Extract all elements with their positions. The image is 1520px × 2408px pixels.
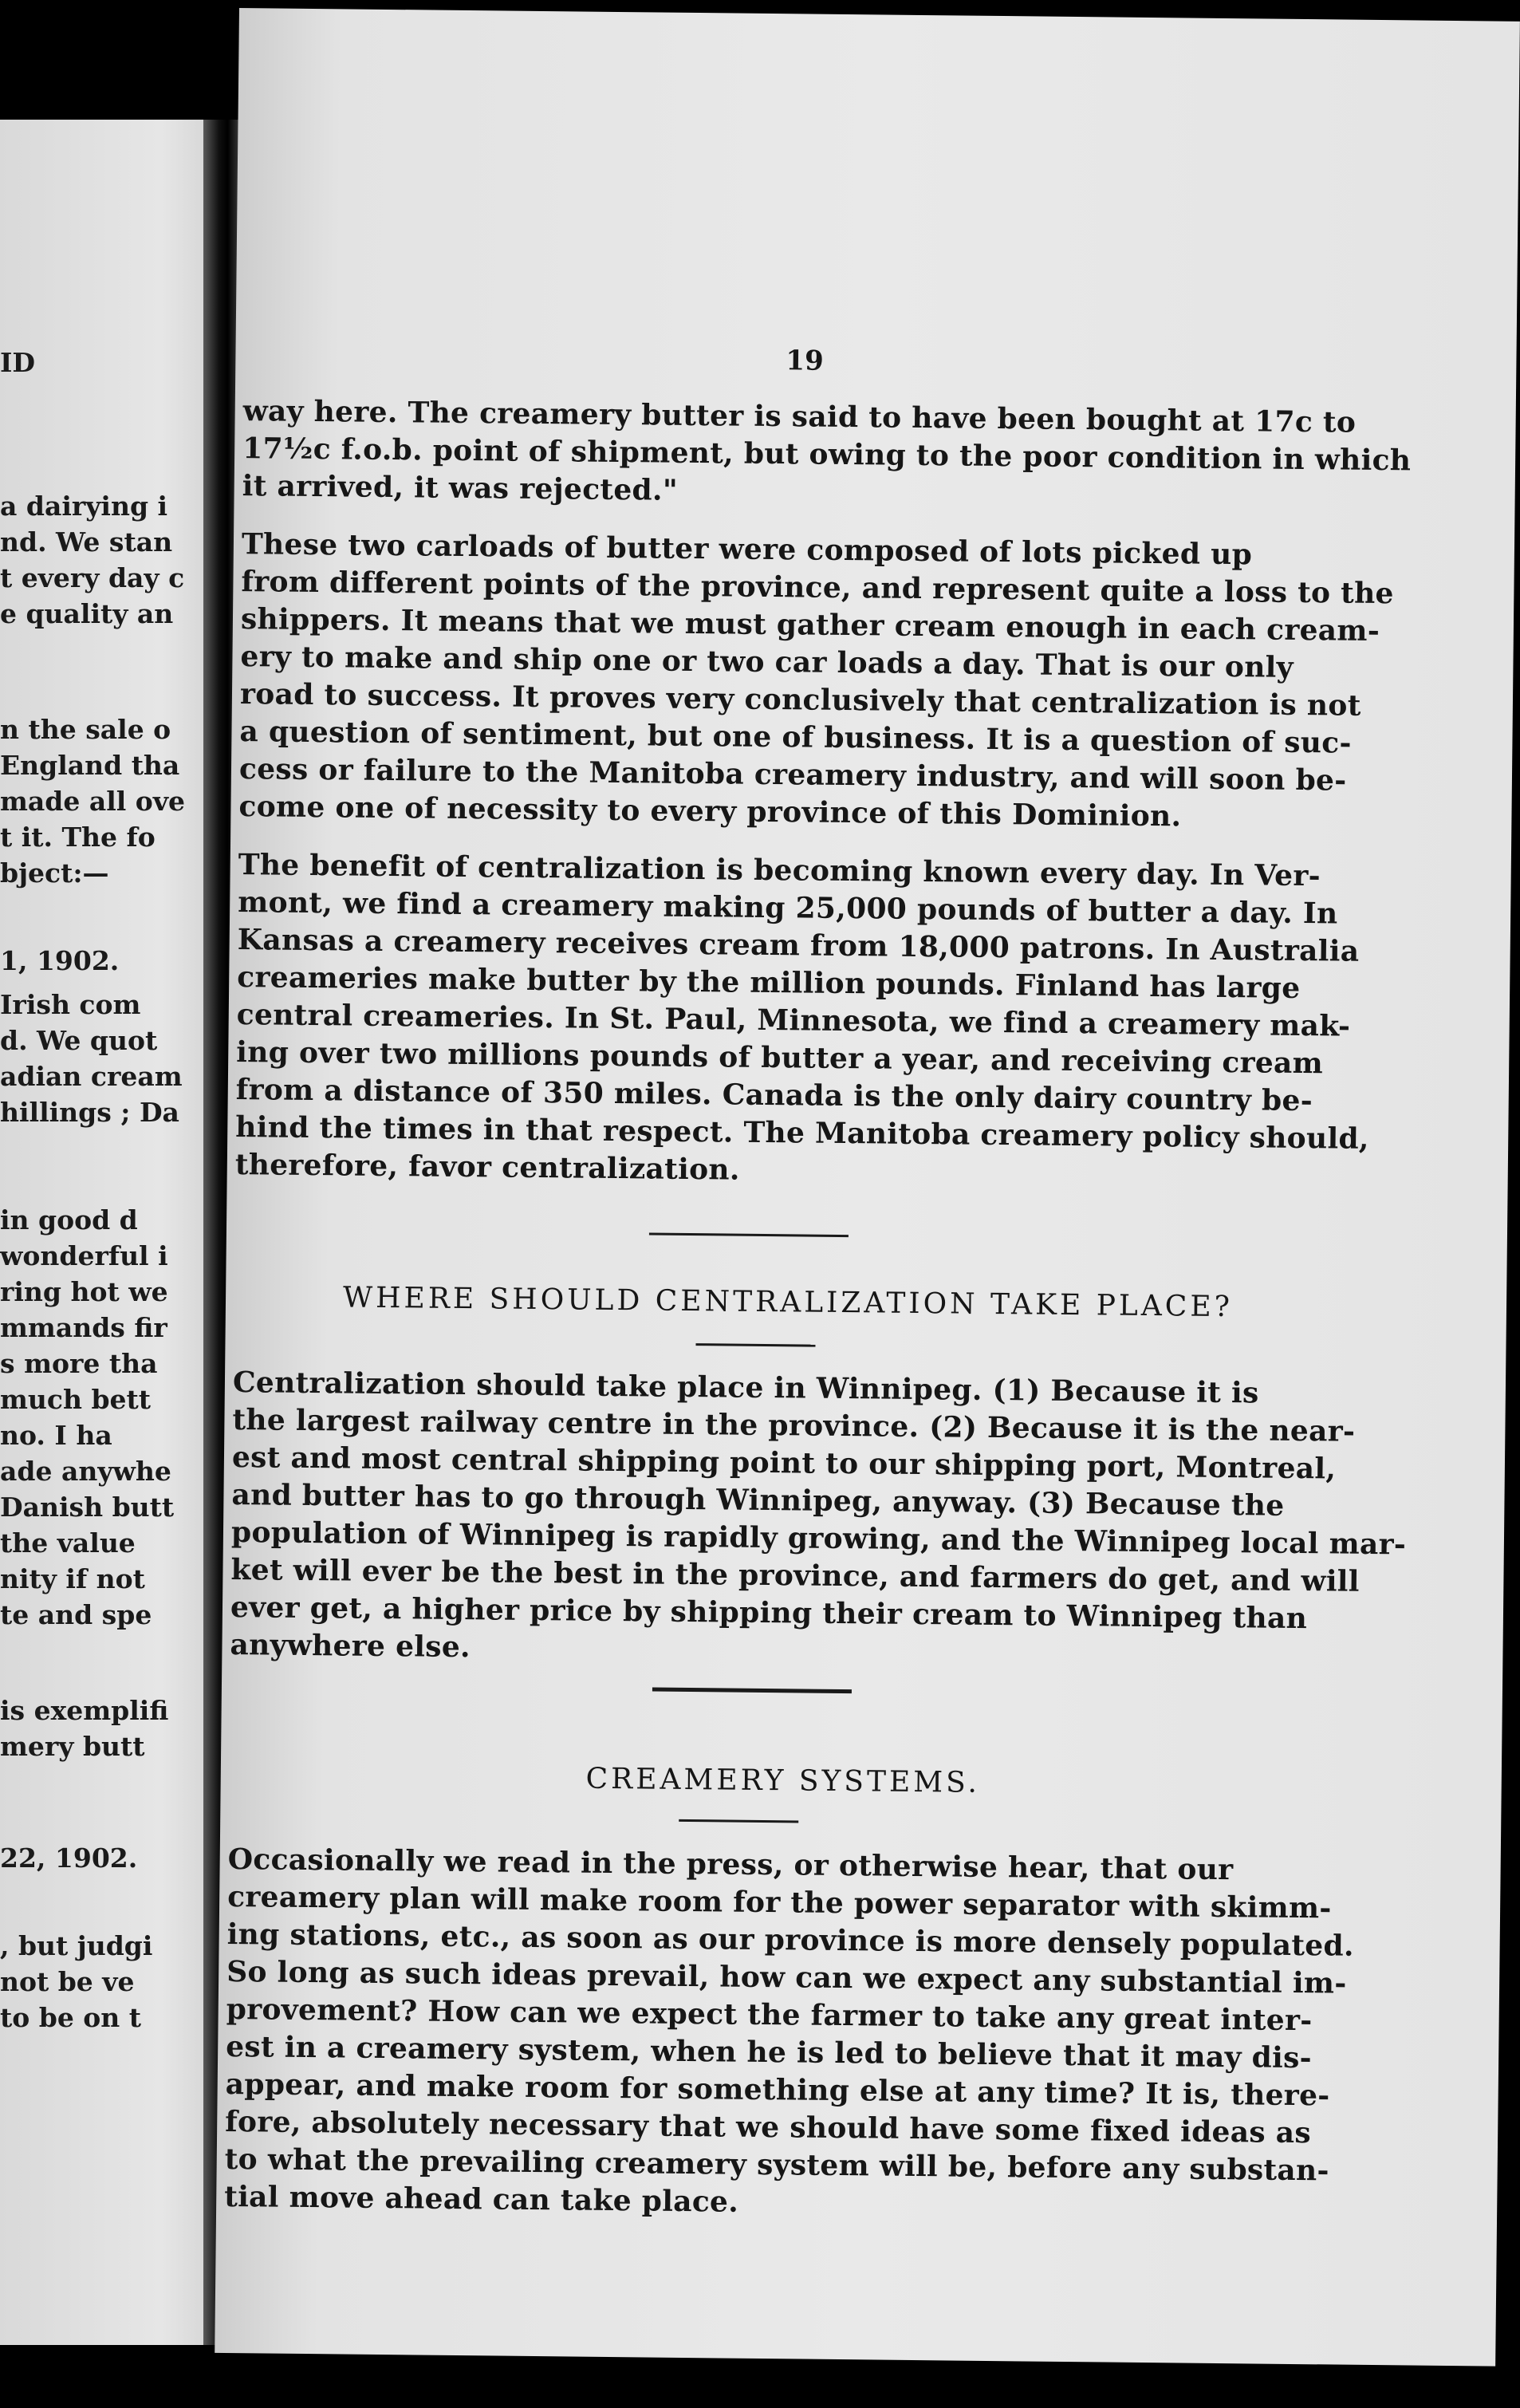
paragraph-line: cess or failure to the Manitoba creamery industry, and will soon be- — [238, 752, 1347, 798]
section-centralization-text — [230, 1364, 1407, 1676]
left-page-line: in good d — [0, 1204, 138, 1236]
left-page-line: Danish butt — [0, 1492, 175, 1523]
paragraph-line: ing stations, etc., as soon as our province is more densely populated. — [226, 1917, 1355, 1963]
paragraph-line: 17½c f.o.b. point of shipment, but owing to the poor condition in which — [242, 432, 1412, 478]
left-page-line: 22, 1902. — [0, 1842, 138, 1874]
paragraph-line: and butter has to go through Winnipeg, anyway. (3) Because the — [231, 1478, 1285, 1523]
left-page-line: ID — [0, 347, 36, 378]
left-page-line: , but judgi — [0, 1930, 153, 1961]
paragraph-line: Centralization should take place in Winnipeg. (1) Because it is — [232, 1366, 1259, 1410]
paragraph-line: ery to make and ship one or two car loads a day. That is our only — [240, 640, 1294, 684]
heading-underline-1 — [695, 1343, 815, 1347]
paragraph-line: shippers. It means that we must gather cream enough in each cream- — [240, 602, 1380, 648]
paragraph-line: road to success. It proves very conclusively that centralization is not — [239, 677, 1361, 723]
left-page-line: a dairying i — [0, 491, 168, 522]
left-page-line: wonderful i — [0, 1240, 168, 1271]
left-page-line: Irish com — [0, 989, 141, 1020]
left-page-line: n the sale o — [0, 714, 171, 745]
left-page-line: not be ve — [0, 1966, 135, 1997]
paragraph-line: way here. The creamery butter is said to have been bought at 17c to — [242, 394, 1357, 439]
left-page-line: to be on t — [0, 2002, 142, 2033]
paragraph-line: from different points of the province, and represent quite a loss to the — [241, 565, 1394, 611]
section-heading-creamery-systems: CREAMERY SYSTEMS. — [585, 1762, 981, 1799]
left-page-line: hillings ; Da — [0, 1097, 179, 1128]
paragraph-line: provement? How can we expect the farmer to take any great inter- — [226, 1992, 1313, 2038]
left-page-line: te and spe — [0, 1599, 152, 1630]
left-page-line: e quality an — [0, 598, 174, 629]
left-page-line: nd. We stan — [0, 526, 173, 558]
left-page-line: mery butt — [0, 1731, 145, 1762]
page-number: 19 — [786, 345, 824, 377]
left-page-line: the value — [0, 1527, 136, 1559]
section-creamery-systems-text — [224, 1841, 1355, 2228]
left-page-line: d. We quot — [0, 1025, 158, 1056]
section-heading-centralization: WHERE SHOULD CENTRALIZATION TAKE PLACE? — [342, 1281, 1234, 1324]
left-page-line: is exemplifi — [0, 1695, 169, 1726]
paragraph-line: Kansas a creamery receives cream from 18,000 patrons. In Australia — [237, 923, 1360, 968]
paragraph-line: ket will ever be the best in the province, and farmers do get, and will — [230, 1552, 1360, 1598]
left-page-line: ring hot we — [0, 1276, 168, 1307]
left-page-line: made all ove — [0, 786, 185, 817]
paragraph-line: come one of necessity to every province of this Dominion. — [238, 790, 1182, 834]
left-page-fragment — [0, 120, 231, 2345]
left-page-line: bject:— — [0, 857, 109, 889]
section-divider-1 — [649, 1232, 849, 1237]
paragraph-line: therefore, favor centralization. — [234, 1148, 740, 1187]
left-page-line: much bett — [0, 1384, 152, 1415]
paragraph-line: hind the times in that respect. The Manitoba creamery policy should, — [235, 1110, 1369, 1156]
left-page-line: England tha — [0, 750, 180, 781]
intro-text — [234, 392, 1412, 1196]
paragraph-line: population of Winnipeg is rapidly growing, and the Winnipeg local mar- — [230, 1515, 1407, 1562]
left-page-line: mmands fir — [0, 1312, 167, 1343]
main-page — [215, 8, 1520, 2367]
paragraph-line: anywhere else. — [230, 1627, 471, 1665]
paragraph-line: central creameries. In St. Paul, Minnesota, we find a creamery mak- — [236, 998, 1351, 1043]
paragraph-line: appear, and make room for something else at any time? It is, there- — [225, 2067, 1330, 2113]
left-page-line: t it. The fo — [0, 822, 156, 853]
paragraph-line: a question of sentiment, but one of business. It is a question of suc- — [239, 715, 1352, 760]
paragraph-line: est in a creamery system, when he is led to believe that it may dis- — [226, 2029, 1313, 2075]
paragraph-line: from a distance of 350 miles. Canada is the only dairy country be- — [235, 1073, 1313, 1118]
paragraph-line: the largest railway centre in the province. (2) Because it is the near- — [232, 1403, 1356, 1448]
paragraph-line: est and most central shipping point to our shipping port, Montreal, — [231, 1440, 1337, 1486]
paragraph-line: ever get, a higher price by shipping their cream to Winnipeg than — [230, 1590, 1308, 1636]
paragraph-line: The benefit of centralization is becoming known every day. In Ver- — [238, 848, 1321, 893]
paragraph-line: mont, we find a creamery making 25,000 pounds of butter a day. In — [238, 885, 1338, 931]
paragraph-line: These two carloads of butter were composed of lots picked up — [241, 527, 1253, 572]
paragraph-line: creameries make butter by the million pounds. Finland has large — [237, 960, 1301, 1005]
paragraph-line: fore, absolutely necessary that we should have some fixed ideas as — [225, 2104, 1312, 2150]
heading-underline-2 — [679, 1819, 798, 1823]
section-divider-2 — [652, 1688, 852, 1694]
paragraph-line: Occasionally we read in the press, or otherwise hear, that our — [227, 1842, 1234, 1887]
paragraph-line: So long as such ideas prevail, how can we expect any substantial im- — [226, 1954, 1347, 2000]
paragraph-line: tial move ahead can take place. — [224, 2179, 739, 2219]
paragraph-line: to what the prevailing creamery system will be, before any substan- — [224, 2142, 1329, 2188]
left-page-line: no. I ha — [0, 1420, 112, 1451]
paragraph-line: it arrived, it was rejected." — [242, 469, 679, 507]
paragraph-line: ing over two millions pounds of butter a year, and receiving cream — [236, 1035, 1324, 1081]
left-page-line: nity if not — [0, 1563, 145, 1594]
left-page-line: ade anywhe — [0, 1456, 171, 1487]
left-page-line: 1, 1902. — [0, 945, 120, 976]
left-page-line: s more tha — [0, 1348, 158, 1379]
paragraph-line: creamery plan will make room for the power separator with skimm- — [226, 1879, 1332, 1925]
left-page-line: adian cream — [0, 1061, 183, 1092]
left-page-line: t every day c — [0, 562, 185, 593]
